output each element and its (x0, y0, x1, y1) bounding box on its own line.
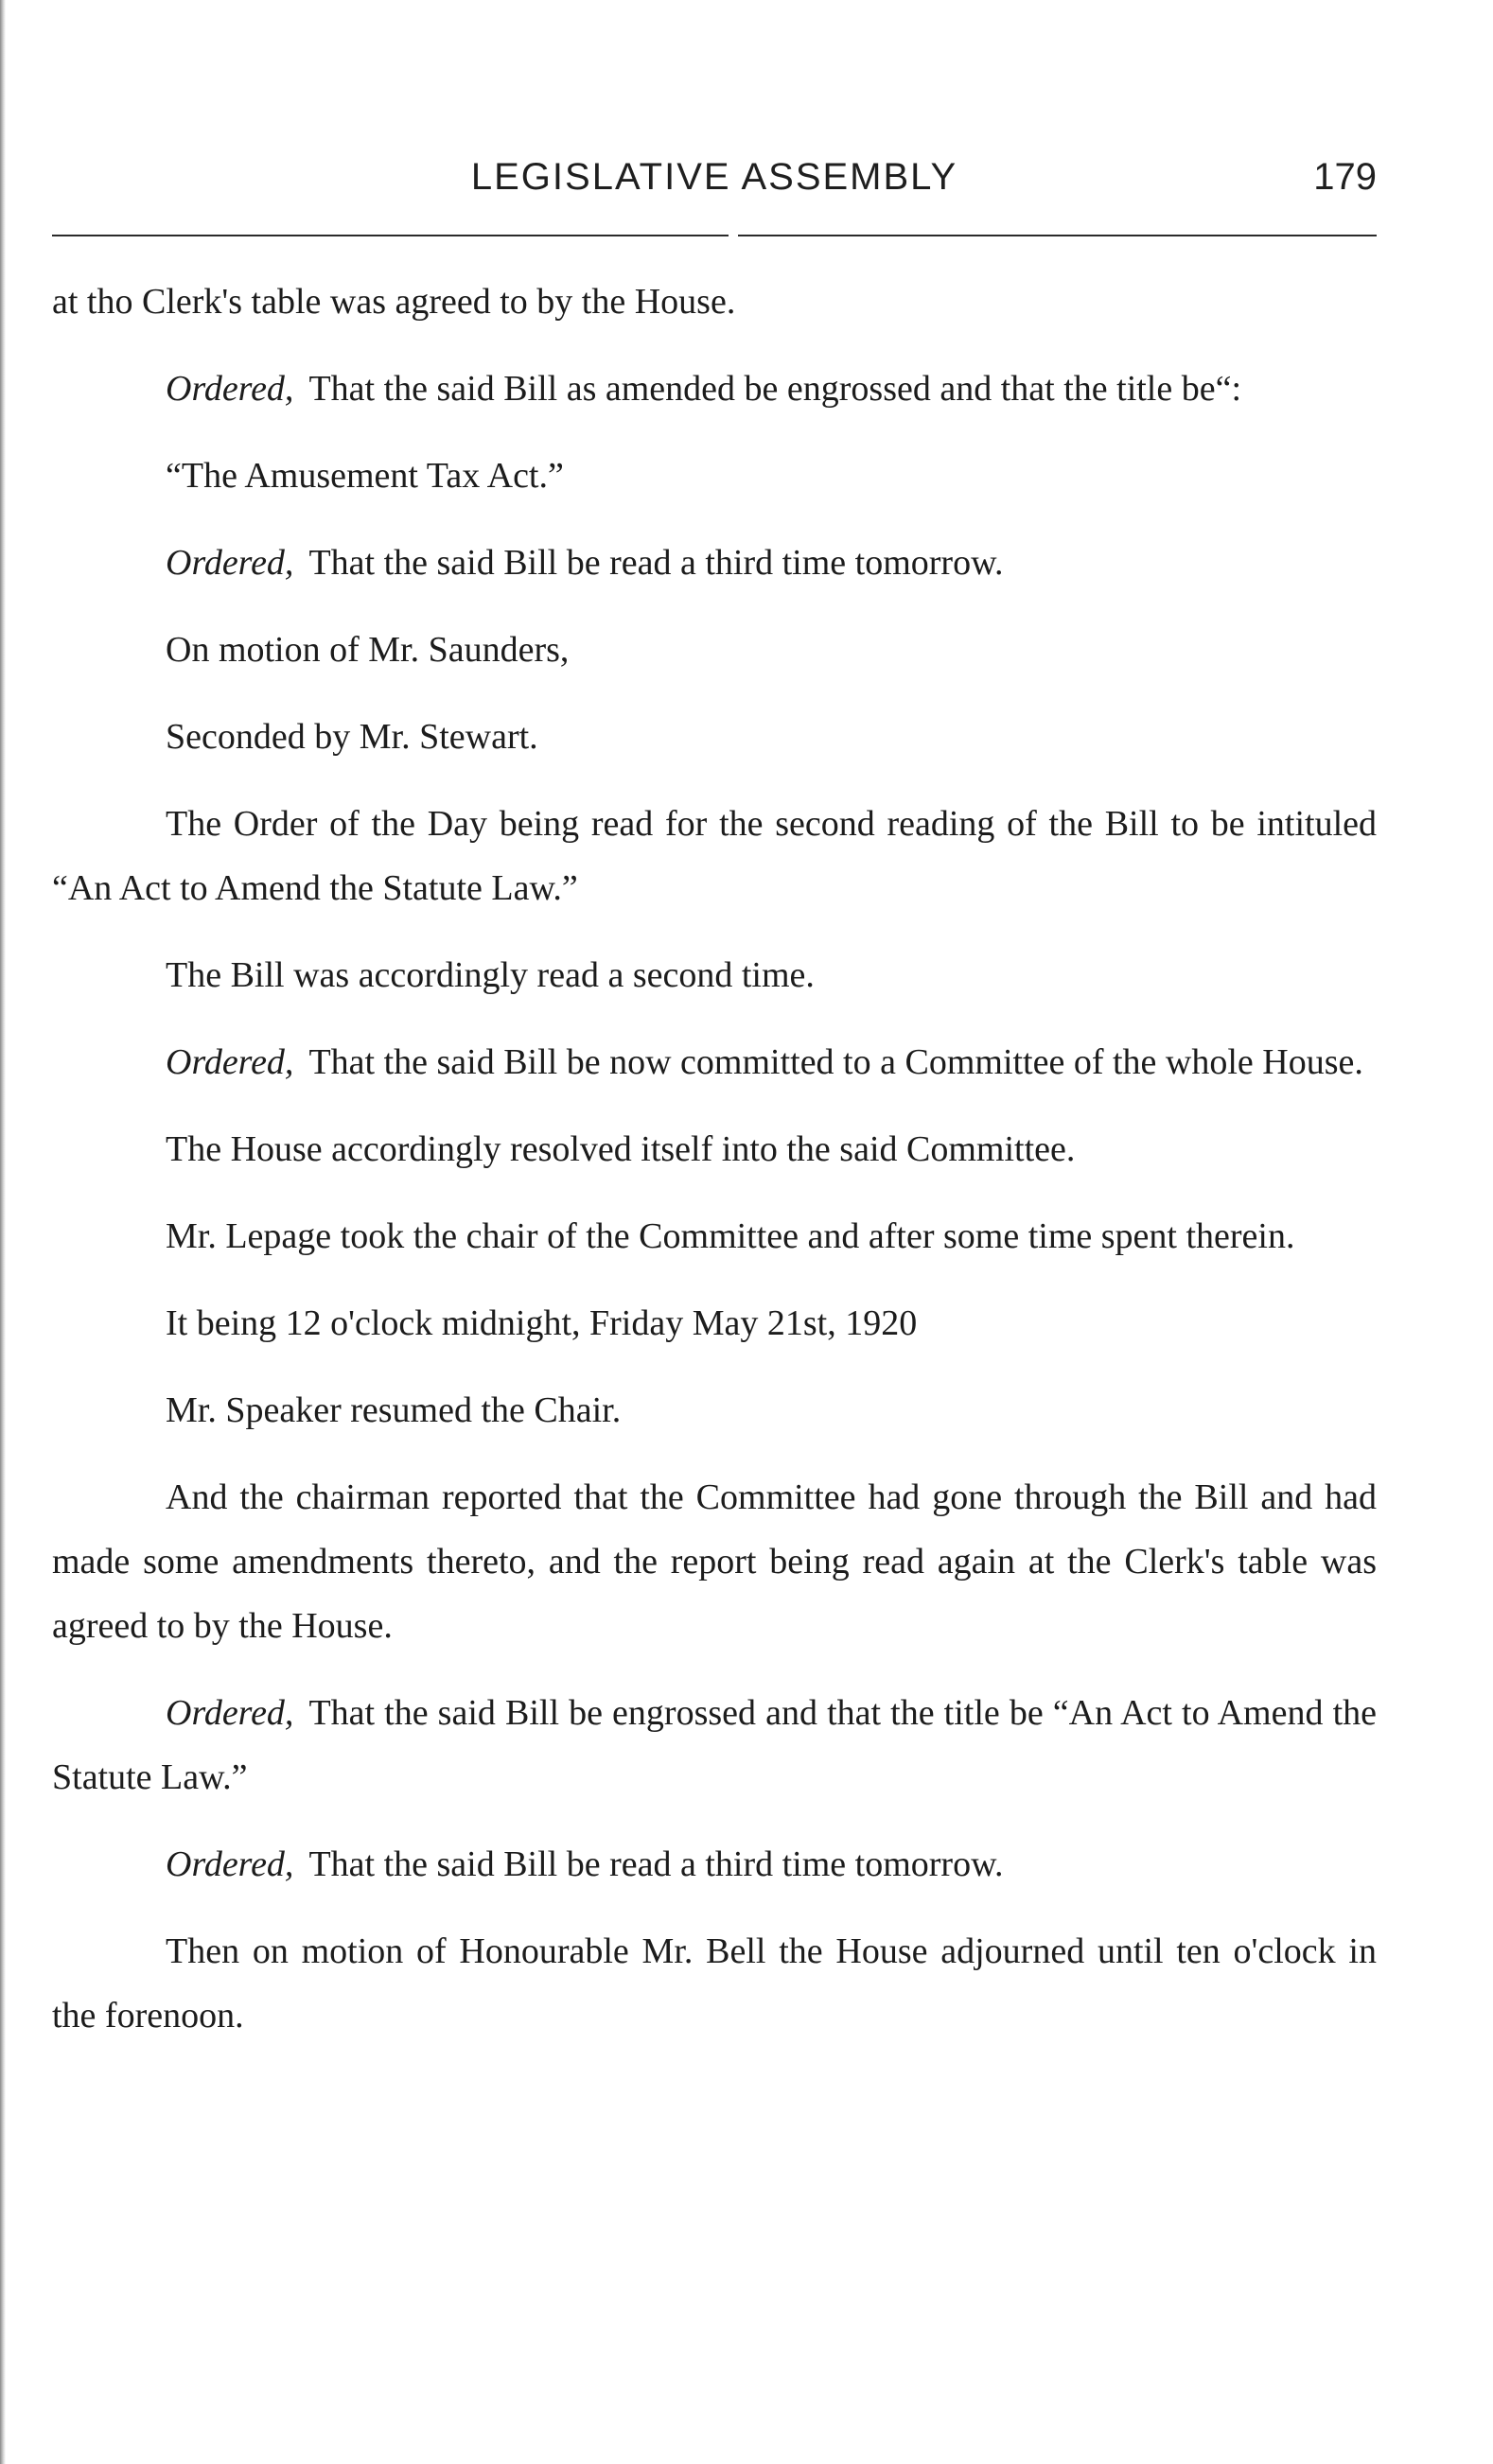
paragraph-text: Then on motion of Honourable Mr. Bell the House adjourned until ten o'clock in the forenoon. (52, 1931, 1377, 2036)
ordered-label: Ordered, (166, 1693, 294, 1733)
paragraph-2 (52, 357, 1377, 421)
paragraph-text: The Order of the Day being read for the second reading of the Bill to be intituled “An Act to Amend the Statute Law.” (52, 804, 1377, 908)
paragraph-text: Mr. Lepage took the chair of the Committee and after some time spent therein. (166, 1216, 1295, 1256)
paragraph-text: It being 12 o'clock midnight, Friday May 21st, 1920 (166, 1303, 918, 1343)
paragraph-11 (52, 1204, 1377, 1268)
paragraph-text: The Bill was accordingly read a second time. (166, 955, 815, 995)
paragraph-10 (52, 1117, 1377, 1181)
paragraph-16 (52, 1832, 1377, 1896)
paragraph-text: The House accordingly resolved itself into the said Committee. (166, 1129, 1076, 1169)
page-header (52, 156, 1377, 222)
ordered-label: Ordered, (166, 543, 294, 583)
paragraph-text: That the said Bill be now committed to a Committee of the whole House. (308, 1042, 1363, 1082)
ordered-label: Ordered, (166, 1042, 294, 1082)
page-number: 179 (1313, 156, 1377, 198)
paragraph-text: That the said Bill as amended be engrossed and that the title be“: (308, 369, 1242, 409)
paragraph-12 (52, 1291, 1377, 1355)
header-rule-right (738, 235, 1377, 236)
paragraph-5 (52, 618, 1377, 682)
paragraph-text: That the said Bill be engrossed and that the title be “An Act to Amend the Statute Law.” (52, 1693, 1377, 1797)
paragraph-3 (52, 444, 1377, 508)
paragraph-17 (52, 1919, 1377, 2048)
paragraph-14 (52, 1465, 1377, 1658)
paragraph-6 (52, 705, 1377, 769)
paragraph-text: That the said Bill be read a third time tomorrow. (308, 1844, 1004, 1884)
paragraph-7 (52, 792, 1377, 920)
paragraph-13 (52, 1378, 1377, 1442)
paragraph-text: And the chairman reported that the Committee had gone through the Bill and had made some amendments thereto, and the report being read again at the Clerk's table was agreed to by the House. (52, 1477, 1377, 1646)
paragraph-text: “The Amusement Tax Act.” (166, 456, 564, 496)
paragraph-8 (52, 943, 1377, 1007)
paragraph-text: at tho Clerk's table was agreed to by the House. (52, 282, 736, 322)
paragraph-9 (52, 1030, 1377, 1094)
page-edge-shadow (0, 0, 6, 2464)
paragraph-text: Mr. Speaker resumed the Chair. (166, 1390, 622, 1430)
ordered-label: Ordered, (166, 1844, 294, 1884)
body-text (52, 270, 1377, 2071)
paragraph-text: Seconded by Mr. Stewart. (166, 717, 538, 757)
header-rule-left (52, 235, 729, 236)
paragraph-15 (52, 1681, 1377, 1809)
paragraph-text: That the said Bill be read a third time tomorrow. (308, 543, 1004, 583)
paragraph-1 (52, 270, 1377, 334)
running-head-title: LEGISLATIVE ASSEMBLY (470, 156, 958, 198)
paragraph-text: On motion of Mr. Saunders, (166, 630, 570, 670)
ordered-label: Ordered, (166, 369, 294, 409)
paragraph-4 (52, 531, 1377, 595)
